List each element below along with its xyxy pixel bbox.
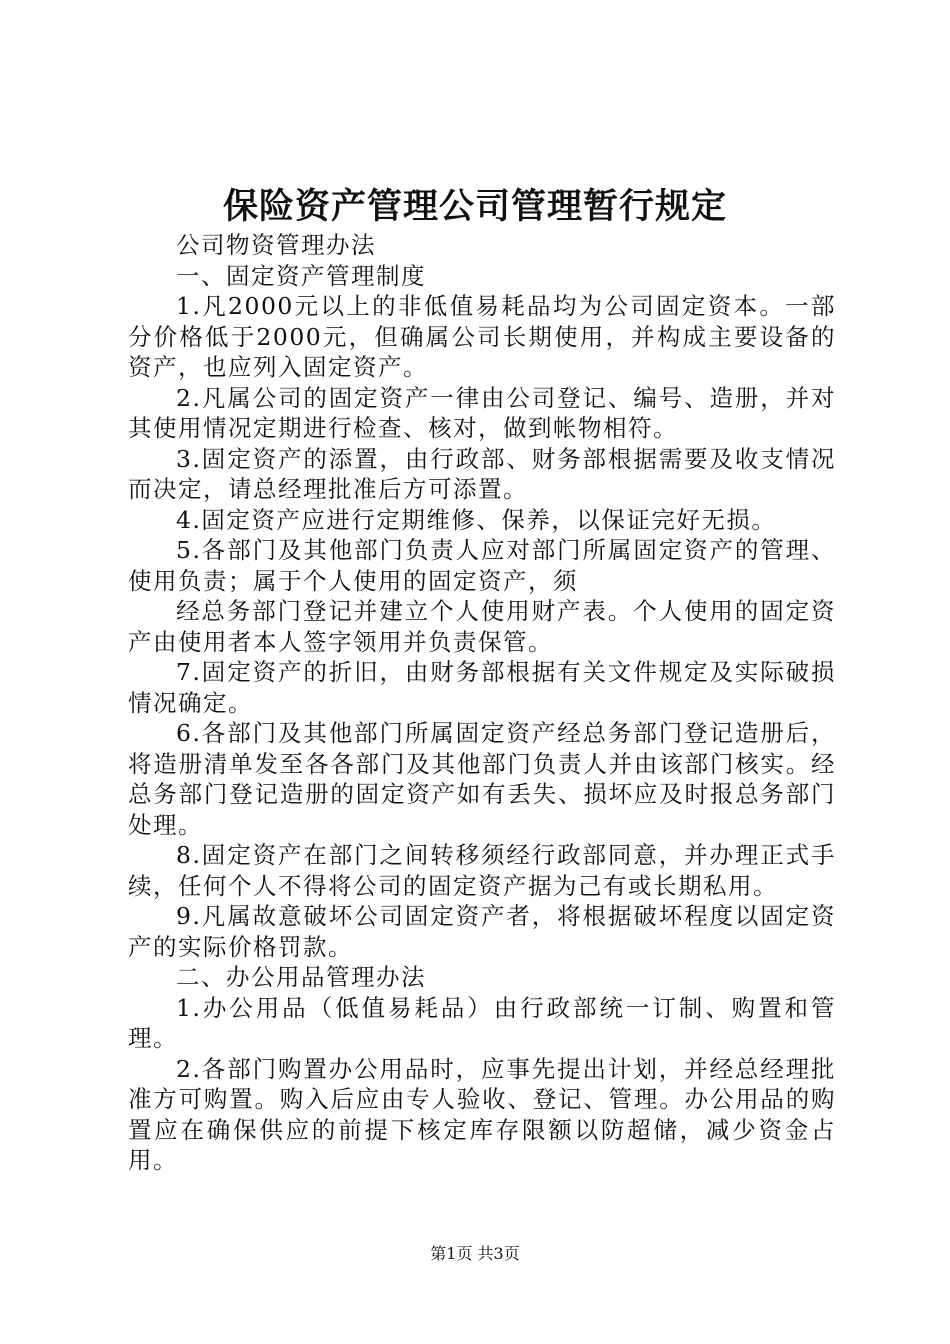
- paragraph-item: 1.办公用品（低值易耗品）由行政部统一订制、购置和管理。: [128, 993, 836, 1052]
- paragraph-item: 9.凡属故意破坏公司固定资产者，将根据破坏程度以固定资产的实际价格罚款。: [128, 902, 836, 961]
- paragraph-item: 3.固定资产的添置，由行政部、财务部根据需要及收支情况而决定，请总经理批准后方可添置。: [128, 444, 836, 503]
- paragraph-chapter-two-heading: 二、办公用品管理办法: [176, 963, 426, 991]
- paragraph-item: 4.固定资产应进行定期维修、保养，以保证完好无损。: [176, 505, 777, 534]
- paragraph-item: 2.各部门购置办公用品时，应事先提出计划，并经总经理批准方可购置。购入后应由专人验收、登记、管理。办公用品的购置应在确保供应的前提下核定库存限额以防超储，减少资金占用。: [128, 1054, 836, 1174]
- page-footer: 第1页 共3页: [430, 1244, 520, 1263]
- paragraph-section-heading: 公司物资管理办法: [176, 231, 376, 259]
- paragraph-item: 8.固定资产在部门之间转移须经行政部同意，并办理正式手续，任何个人不得将公司的固定资产据为己有或长期私用。: [128, 841, 836, 900]
- paragraph-item: 6.各部门及其他部门所属固定资产经总务部门登记造册后，将造册清单发至各各部门及其他部门负责人并由该部门核实。经总务部门登记造册的固定资产如有丢失、损坏应及时报总务部门处理。: [128, 719, 836, 839]
- paragraph-item: 7.固定资产的折旧，由财务部根据有关文件规定及实际破损情况确定。: [128, 658, 836, 717]
- paragraph-item: 2.凡属公司的固定资产一律由公司登记、编号、造册，并对其使用情况定期进行检查、核对，做到帐物相符。: [128, 383, 836, 442]
- document-title: 保险资产管理公司管理暂行规定: [222, 186, 727, 227]
- document-body: [128, 230, 836, 1176]
- paragraph-item: 1.凡2000元以上的非低值易耗品均为公司固定资本。一部分价格低于2000元，但确属公司长期使用，并构成主要设备的资产，也应列入固定资产。: [128, 292, 836, 381]
- paragraph-item: 5.各部门及其他部门负责人应对部门所属固定资产的管理、使用负责；属于个人使用的固定资产，须: [128, 536, 836, 595]
- paragraph-item: 经总务部门登记并建立个人使用财产表。个人使用的固定资产由使用者本人签字领用并负责保管。: [128, 597, 836, 656]
- paragraph-chapter-one-heading: 一、固定资产管理制度: [176, 261, 426, 290]
